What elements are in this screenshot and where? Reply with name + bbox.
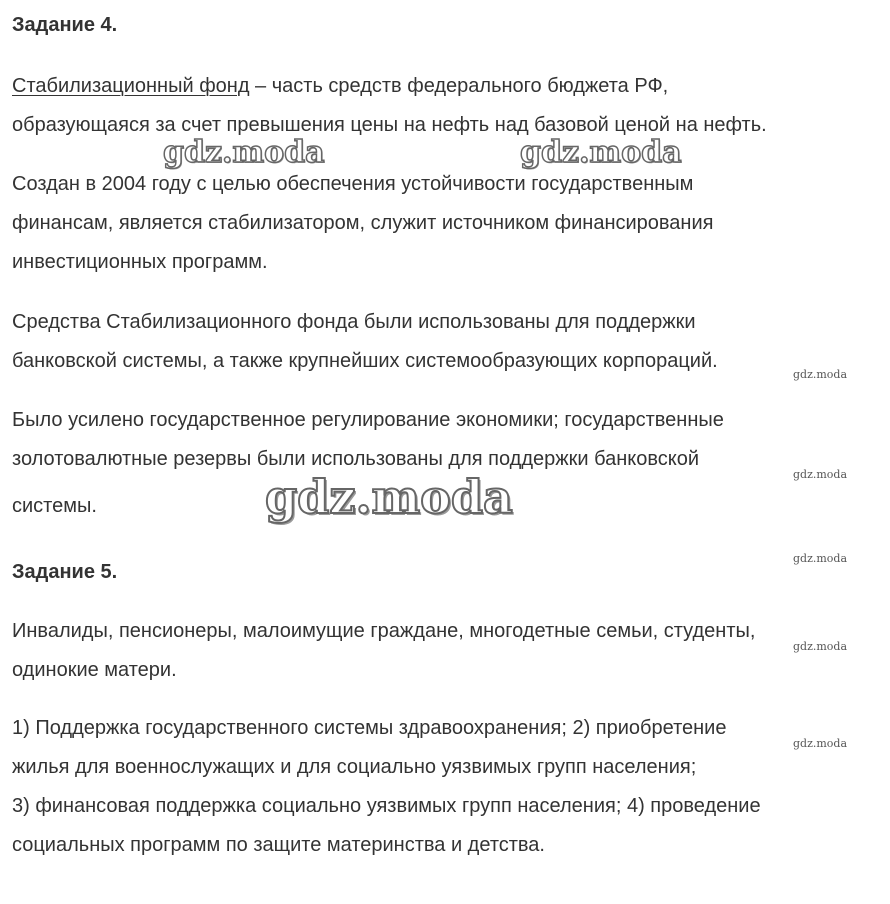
- measures-line-3: 3) финансовая поддержка социально уязвимых групп населения; 4) проведение: [12, 795, 761, 817]
- task4-paragraph-created: [12, 165, 886, 282]
- watermark-logo: gdz.moda: [163, 135, 325, 170]
- created-line-3: инвестиционных программ.: [12, 251, 268, 273]
- watermark-logo: gdz.moda: [520, 135, 682, 170]
- measures-line-1: 1) Поддержка государственного системы здравоохранения; 2) приобретение: [12, 717, 727, 739]
- definition-text: – часть средств федерального бюджета РФ,: [249, 75, 669, 97]
- funds-line-1: Средства Стабилизационного фонда были использованы для поддержки: [12, 311, 696, 333]
- watermark-small: gdz.moda: [793, 368, 848, 381]
- watermark-small: gdz.moda: [793, 552, 848, 565]
- task5-paragraph-measures: [12, 709, 886, 865]
- watermark-small: gdz.moda: [793, 640, 848, 653]
- term-stabilization-fund: Стабилизационный фонд: [12, 75, 250, 97]
- groups-line-2: одинокие матери.: [12, 659, 177, 681]
- measures-line-2: жилья для военнослужащих и для социально уязвимых групп населения;: [12, 756, 697, 778]
- groups-line-1: Инвалиды, пенсионеры, малоимущие граждане, многодетные семьи, студенты,: [12, 620, 756, 642]
- task4-heading: Задание 4.: [12, 14, 118, 36]
- funds-line-2: банковской системы, а также крупнейших системообразующих корпораций.: [12, 350, 718, 372]
- created-line-2: финансам, является стабилизатором, служит источником финансирования: [12, 212, 714, 234]
- measures-line-4: социальных программ по защите материнства и детства.: [12, 834, 545, 856]
- created-line-1: Создан в 2004 году с целью обеспечения устойчивости государственным: [12, 173, 694, 195]
- task5-heading: Задание 5.: [12, 561, 118, 583]
- task4-paragraph-definition: [12, 67, 886, 145]
- watermark-logo-large: gdz.moda: [265, 470, 513, 524]
- definition-line-2: образующаяся за счет превышения цены на нефть над базовой ценой на нефть.: [12, 114, 767, 136]
- regulation-line-2: золотовалютные резервы были использованы для поддержки банковской: [12, 448, 700, 470]
- definition-line-1: [12, 67, 886, 106]
- watermark-small: gdz.moda: [793, 737, 848, 750]
- task4-paragraph-funds-used: [12, 303, 886, 381]
- regulation-line-1: Было усилено государственное регулирование экономики; государственные: [12, 409, 724, 431]
- task4-paragraph-regulation: [12, 401, 886, 526]
- task5-paragraph-groups: [12, 612, 886, 690]
- regulation-line-3: системы.: [12, 495, 97, 517]
- watermark-small: gdz.moda: [793, 468, 848, 481]
